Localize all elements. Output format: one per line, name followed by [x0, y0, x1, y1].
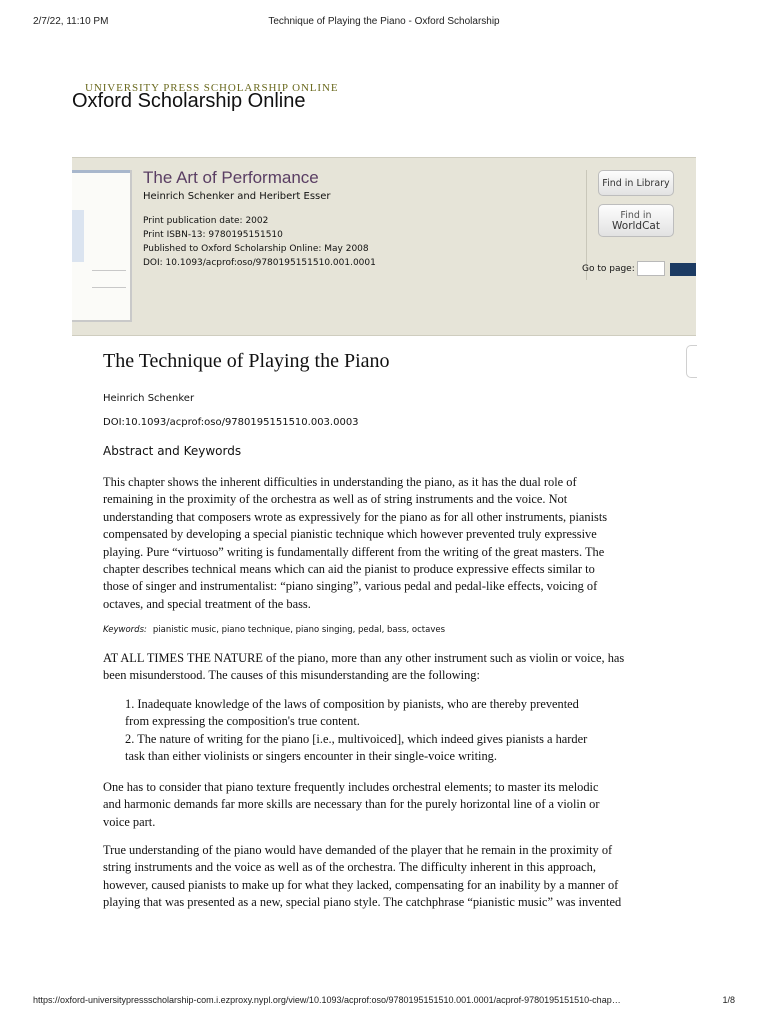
print-isbn: Print ISBN-13: 9780195151510 [143, 230, 283, 240]
book-authors: Heinrich Schenker and Heribert Esser [143, 191, 331, 202]
chapter-title: The Technique of Playing the Piano [103, 350, 390, 372]
abstract-line: chapter describes technical means which can aid the pianist to produce expressive effects similar to [103, 562, 595, 577]
paragraph-line: AT ALL TIMES THE NATURE of the piano, more than any other instrument such as violin or voice, has [103, 651, 625, 665]
abstract-heading: Abstract and Keywords [103, 444, 242, 458]
paragraph-line: True understanding of the piano would have demanded of the player that he remain in the proximity of [103, 843, 613, 857]
abstract-line: understanding that composers wrote as expressively for the piano as for all other instruments, pianists [103, 509, 608, 524]
abstract-line: octaves, and special treatment of the bass. [103, 596, 311, 611]
paragraph-line: playing that was presented as a new, special piano style. The catchphrase “pianistic music” was invented [103, 895, 622, 910]
print-header [33, 16, 735, 30]
cover-illustration [72, 210, 84, 262]
cover-top-bar [72, 170, 130, 173]
body-paragraph [103, 779, 678, 831]
list-item-continuation: from expressing the composition's true content. [125, 714, 360, 729]
paragraph-line: string instruments and the voice as well as of the orchestra. The difficulty inherent in this approach, [103, 860, 596, 875]
list-item: 2. The nature of writing for the piano [i.e., multivoiced], which indeed gives pianists a harder [125, 731, 588, 746]
keywords-row [103, 625, 445, 635]
book-metadata [143, 214, 376, 270]
print-page-number: 1/8 [722, 995, 735, 1005]
side-tools-tab[interactable] [686, 345, 697, 378]
worldcat-line1: Find in [620, 210, 652, 221]
brand-tagline: UNIVERSITY PRESS SCHOLARSHIP ONLINE [85, 82, 339, 94]
find-in-worldcat-button[interactable] [598, 204, 674, 237]
abstract-line: remaining in the proximity of the orchestra as well as of string instruments and the voice. Not [103, 492, 568, 507]
body-paragraph [103, 650, 678, 685]
brand-logo-text[interactable]: Oxford Scholarship Online [72, 90, 306, 112]
cover-title-lines [92, 270, 126, 288]
body-paragraph [103, 842, 678, 912]
keywords-list: pianistic music, piano technique, piano singing, pedal, bass, octaves [152, 625, 446, 635]
print-url: https://oxford-universitypressscholarship-com.i.ezproxy.nypl.org/view/10.1093/acprof:oso/9780195151510.001.0001/acprof-9780195151510-chap… [33, 995, 621, 1005]
go-to-page-label: Go to page: [582, 264, 635, 274]
chapter-doi: DOI:10.1093/acprof:oso/9780195151510.003.0003 [103, 417, 359, 428]
paragraph-line: and harmonic demands far more skills are necessary than for the purely horizontal line of a violin or [103, 797, 600, 812]
paragraph-line: however, caused pianists to make up for what they lacked, compensating for an inability by a manner of [103, 877, 619, 892]
book-doi: DOI: 10.1093/acprof:oso/9780195151510.001.0001 [143, 258, 376, 268]
abstract-text [103, 474, 678, 613]
print-datetime: 2/7/22, 11:10 PM [33, 16, 109, 27]
keywords-label: Keywords: [103, 625, 147, 635]
print-footer [33, 995, 735, 1009]
find-in-library-button[interactable]: Find in Library [598, 170, 674, 196]
go-button[interactable]: Go [670, 263, 696, 276]
paragraph-line: been misunderstood. The causes of this misunderstanding are the following: [103, 668, 480, 683]
print-publication-date: Print publication date: 2002 [143, 216, 269, 226]
abstract-line: compensated by developing a special pianistic technique which however prevented truly expressive [103, 527, 597, 542]
book-title[interactable]: The Art of Performance [143, 168, 319, 187]
abstract-line: playing. Pure “virtuoso” writing is fundamentally different from the writing of the great masters. The [103, 544, 605, 559]
list-item: 1. Inadequate knowledge of the laws of composition by pianists, who are thereby prevented [125, 697, 579, 711]
paragraph-line: One has to consider that piano texture frequently includes orchestral elements; to master its melodic [103, 780, 599, 794]
chapter-author: Heinrich Schenker [103, 393, 195, 404]
list-item-continuation: task than either violinists or singers encounter in their single-voice writing. [125, 749, 497, 764]
abstract-line: This chapter shows the inherent difficulties in understanding the piano, as it has the dual role of [103, 475, 577, 489]
go-to-page-input[interactable] [637, 261, 665, 276]
paragraph-line: voice part. [103, 814, 156, 829]
book-cover-image[interactable] [72, 170, 132, 322]
online-publication-date: Published to Oxford Scholarship Online: May 2008 [143, 244, 369, 254]
abstract-line: those of singer and instrumentalist: “piano singing”, various pedal and pedal-like effects, voicing of [103, 579, 598, 594]
worldcat-line2: WorldCat [612, 220, 660, 232]
book-info-panel [72, 157, 696, 336]
print-page-title: Technique of Playing the Piano - Oxford Scholarship [268, 16, 500, 27]
numbered-list [125, 696, 665, 766]
